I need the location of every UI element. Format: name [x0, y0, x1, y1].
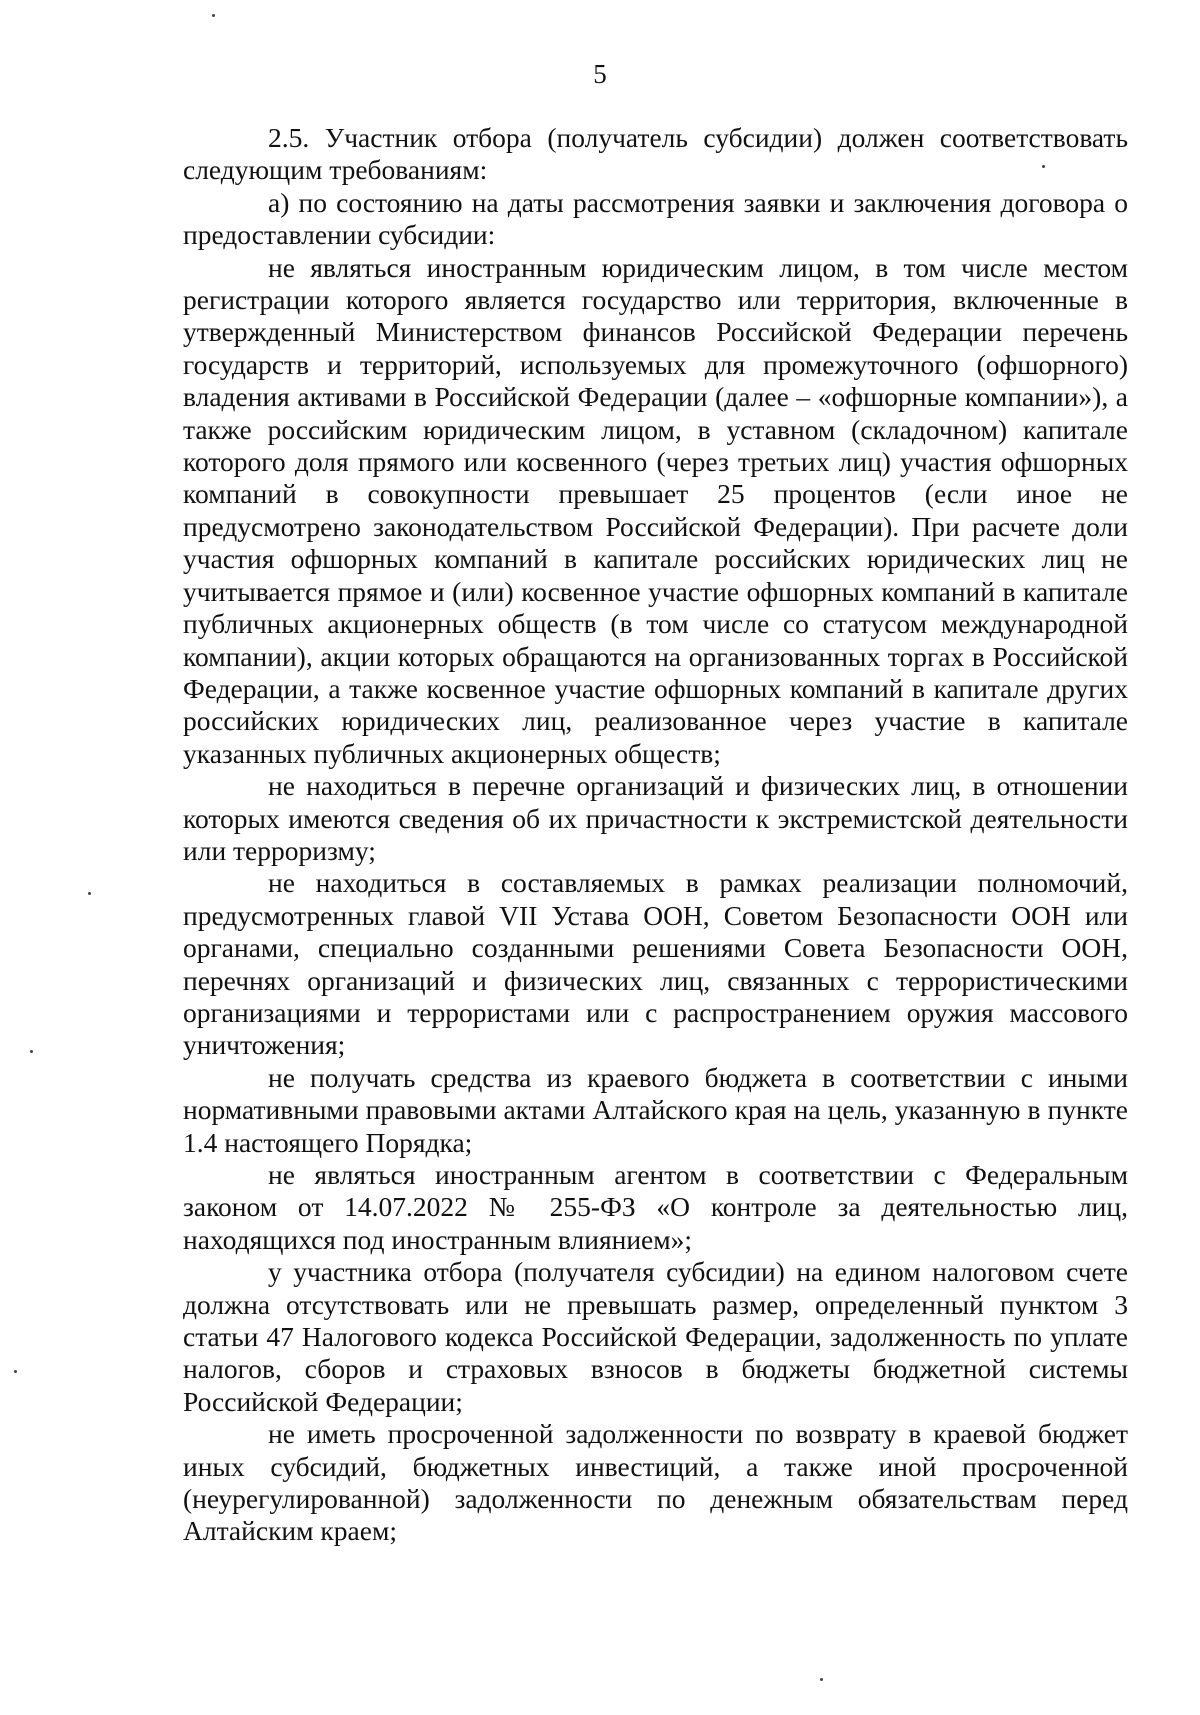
paragraph-subitem-a: а) по состоянию на даты рассмотрения заявки и заключения договора о предоставлении субсидии:	[183, 186, 1128, 251]
paragraph-foreign-agent-requirement: не являться иностранным агентом в соответствии с Федеральным законом от 14.07.2022 № 255-ФЗ «О контроле за деятельностью лиц, находящихся под иностранным влиянием»;	[183, 1159, 1128, 1255]
paragraph-extremism-requirement: не находиться в перечне организаций и физических лиц, в отношении которых имеются сведения об их причастности к экстремистской деятельности или терроризму;	[183, 770, 1128, 866]
document-body	[183, 122, 1128, 1548]
scan-speck	[820, 1678, 823, 1681]
paragraph-2-5-heading: 2.5. Участник отбора (получатель субсидии) должен соответствовать следующим требованиям:	[183, 122, 1128, 186]
scan-speck	[14, 1370, 17, 1373]
page-number: 5	[593, 59, 607, 89]
scan-speck	[30, 1050, 33, 1053]
scan-speck	[1042, 165, 1045, 168]
paragraph-un-sanctions-requirement: не находиться в составляемых в рамках реализации полномочий, предусмотренных главой VII Устава ООН, Советом Безопасности ООН или органами, специально созданными решениями Совета Безопасности ООН, перечнях организаций и физических лиц, связанных с террористическими организациями и террористами или с распространением оружия массового уничтожения;	[183, 867, 1128, 1061]
scan-speck	[88, 892, 91, 895]
paragraph-overdue-debt-requirement: не иметь просроченной задолженности по возврату в краевой бюджет иных субсидий, бюджетных инвестиций, а также иной просроченной (неурегулированной) задолженности по денежным обязательствам перед Алтайским краем;	[183, 1418, 1128, 1547]
scan-speck	[212, 14, 215, 17]
paragraph-offshore-requirement: не являться иностранным юридическим лицом, в том числе местом регистрации которого является государство или территория, включенные в утвержденный Министерством финансов Российской Федерации перечень государств и территорий, используемых для промежуточного (офшорного) владения активами в Российской Федерации (далее – «офшорные компании»), а также российским юридическим лицом, в уставном (складочном) капитале которого доля прямого или косвенного (через третьих лиц) участия офшорных компаний в совокупности превышает 25 процентов (если иное не предусмотрено законодательством Российской Федерации). При расчете доли участия офшорных компаний в капитале российских юридических лиц не учитывается прямое и (или) косвенное участие офшорных компаний в капитале публичных акционерных обществ (в том числе со статусом международной компании), акции которых обращаются на организованных торгах в Российской Федерации, а также косвенное участие офшорных компаний в капитале других российских юридических лиц, реализованное через участие в капитале указанных публичных акционерных обществ;	[183, 251, 1128, 769]
paragraph-tax-debt-requirement: у участника отбора (получателя субсидии) на едином налоговом счете должна отсутствовать или не превышать размер, определенный пунктом 3 статьи 47 Налогового кодекса Российской Федерации, задолженность по уплате налогов, сборов и страховых взносов в бюджеты бюджетной системы Российской Федерации;	[183, 1256, 1128, 1417]
paragraph-budget-funds-requirement: не получать средства из краевого бюджета в соответствии с иными нормативными правовыми актами Алтайского края на цель, указанную в пункте 1.4 настоящего Порядка;	[183, 1061, 1128, 1158]
